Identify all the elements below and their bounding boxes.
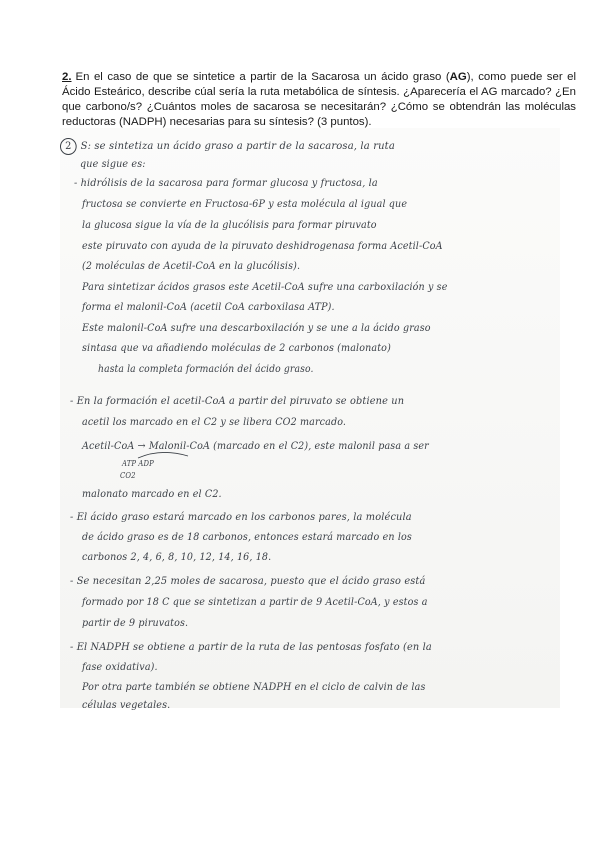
answer-line-3: - hidrólisis de la sacarosa para formar glucosa y fructosa, la — [74, 178, 378, 189]
answer-line-12: hasta la completa formación del ácido graso. — [98, 364, 314, 375]
answer-line-10: Este malonil-CoA sufre una descarboxilación y se une a la ácido graso — [82, 323, 431, 334]
answer-line-6: este piruvato con ayuda de la piruvato deshidrogenasa forma Acetil-CoA — [82, 241, 443, 252]
answer-line-1: 2 S: se sintetiza un ácido graso a partir de la sacarosa, la ruta — [60, 138, 550, 155]
answer-line-5: la glucosa sigue la vía de la glucólisis para formar piruvato — [82, 220, 377, 231]
answer-line-4: fructosa se convierte en Fructosa-6P y esta molécula al igual que — [82, 199, 408, 210]
reaction-cofactors: ATP ADP — [122, 459, 154, 468]
answer-line-25: - El NADPH se obtiene a partir de la ruta de las pentosas fosfato (en la — [70, 642, 432, 653]
answer-line-18: malonato marcado en el C2. — [82, 489, 222, 500]
question-ag-bold: AG — [449, 71, 467, 83]
answer-line-19: - El ácido graso estará marcado en los carbonos pares, la molécula — [70, 512, 412, 523]
circled-number: 2 — [60, 138, 77, 155]
answer-line-9: forma el malonil-CoA (acetil CoA carboxilasa ATP). — [82, 302, 335, 313]
answer-line-23: formado por 18 C que se sintetizan a partir de 9 Acetil-CoA, y estos a — [82, 597, 428, 608]
answer-line-21: carbonos 2, 4, 6, 8, 10, 12, 14, 16, 18. — [82, 552, 272, 563]
question-text — [62, 70, 576, 130]
answer-line-13: - En la formación el acetil-CoA a partir del piruvato se obtiene un — [70, 396, 405, 407]
answer-line-22: - Se necesitan 2,25 moles de sacarosa, puesto que el ácido graso está — [70, 576, 426, 587]
answer-line-26: fase oxidativa). — [82, 662, 158, 673]
answer-line-15: Acetil-CoA → Malonil-CoA (marcado en el C2), este malonil pasa a ser — [82, 441, 429, 452]
answer-line-11: sintasa que va añadiendo moléculas de 2 carbonos (malonato) — [82, 343, 391, 354]
question-number: 2. — [62, 71, 72, 83]
answer-line-28: células vegetales. — [82, 700, 171, 711]
question-text-before: En el caso de que se sintetice a partir de la Sacarosa un ácido graso ( — [75, 71, 450, 83]
answer-line-20: de ácido graso es de 18 carbonos, entonces estará marcado en los — [82, 532, 412, 543]
question-text-after: ), como puede ser el Ácido Esteárico, describe cúal sería la ruta metabólica de síntesis. ¿Aparecería el AG marcado? ¿En que carbono/s? ¿Cuántos moles de sacarosa se necesitarán? ¿Cómo se obtendrán las moléculas reductoras (NADPH) necesarias para su síntesis? (3 puntos). — [62, 71, 576, 128]
answer-line-7: (2 moléculas de Acetil-CoA en la glucólisis). — [82, 261, 301, 272]
answer-line-2: que sigue es: — [80, 159, 146, 170]
handwritten-answer — [60, 128, 560, 711]
answer-line-24: partir de 9 piruvatos. — [82, 618, 189, 629]
answer-line-27: Por otra parte también se obtiene NADPH en el ciclo de calvin de las — [82, 682, 426, 693]
reaction-co2: CO2 — [120, 471, 136, 480]
answer-line-14: acetil los marcado en el C2 y se libera CO2 marcado. — [82, 417, 347, 428]
answer-line-8: Para sintetizar ácidos grasos este Acetil-CoA sufre una carboxilación y se — [82, 282, 448, 293]
